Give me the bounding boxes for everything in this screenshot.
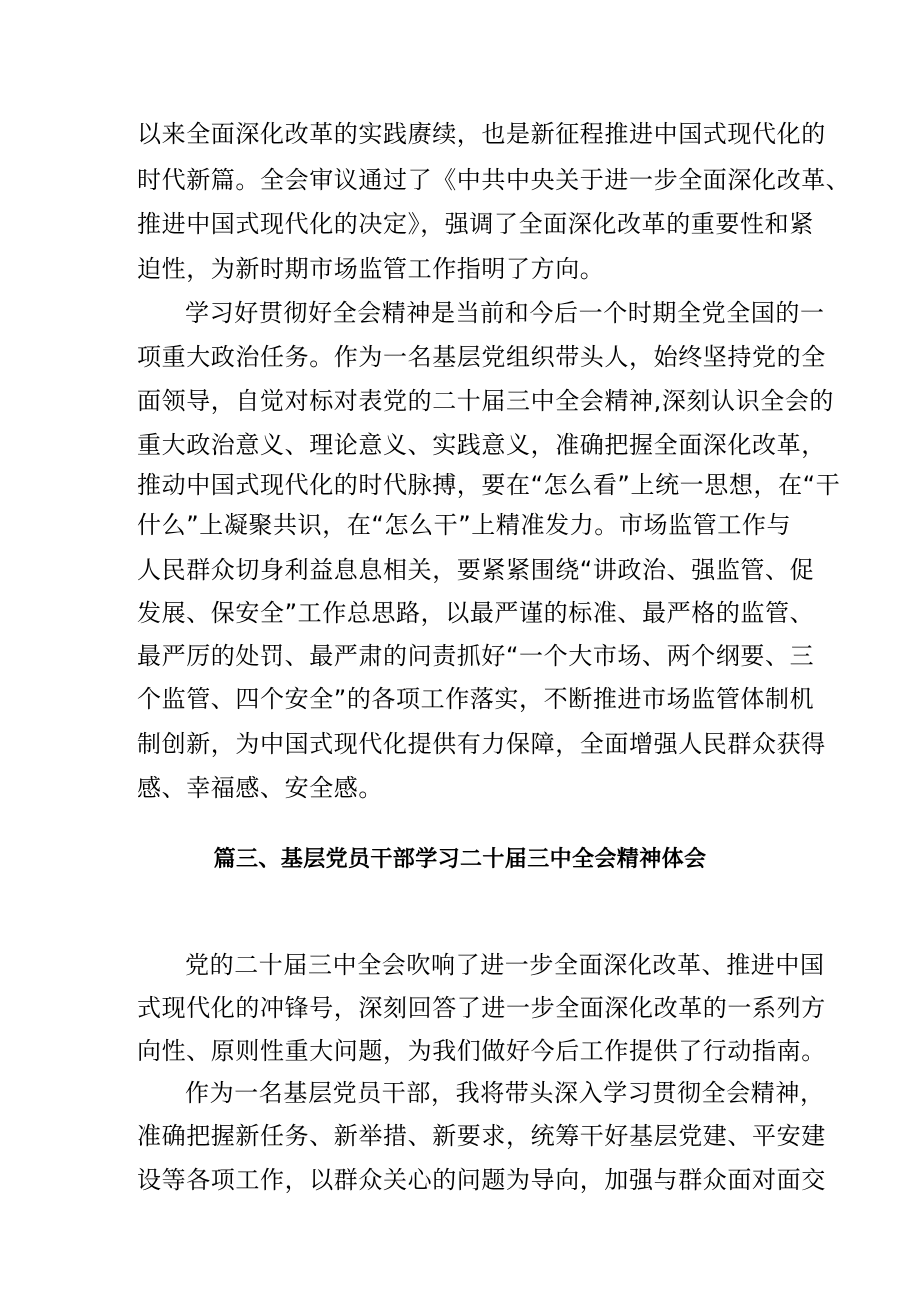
paragraph-line: 时代新篇。全会审议通过了《中共中央关于进一步全面深化改革、 xyxy=(137,166,851,194)
paragraph-line: 迫性，为新时期市场监管工作指明了方向。 xyxy=(137,255,605,283)
paragraph-line: 最严厉的处罚、最严肃的问责抓好“一个大市场、两个纲要、三 xyxy=(137,642,815,670)
paragraph-line: 设等各项工作，以群众关心的问题为导向，加强与群众面对面交 xyxy=(137,1166,826,1194)
paragraph-line: 推进中国式现代化的决定》，强调了全面深化改革的重要性和紧 xyxy=(137,210,814,238)
paragraph-line: 党的二十届三中全会吹响了进一步全面深化改革、推进中国 xyxy=(185,951,825,979)
paragraph-line: 发展、保安全”工作总思路，以最严谨的标准、最严格的监管、 xyxy=(137,599,815,627)
section-heading: 篇三、基层党员干部学习二十届三中全会精神体会 xyxy=(213,847,707,872)
paragraph-line: 人民群众切身利益息息相关，要紧紧围绕“讲政治、强监管、促 xyxy=(137,556,815,584)
paragraph-line: 制创新，为中国式现代化提供有力保障，全面增强人民群众获得 xyxy=(137,730,826,758)
paragraph-line: 什么”上凝聚共识，在“怎么干”上精准发力。市场监管工作与 xyxy=(137,511,792,539)
paragraph-line: 式现代化的冲锋号，深刻回答了进一步全面深化改革的一系列方 xyxy=(137,994,826,1022)
paragraph-line: 学习好贯彻好全会精神是当前和今后一个时期全党全国的一 xyxy=(185,299,825,327)
paragraph-line: 作为一名基层党员干部，我将带头深入学习贯彻全会精神， xyxy=(185,1079,825,1107)
paragraph-line: 以来全面深化改革的实践赓续，也是新征程推进中国式现代化的 xyxy=(137,120,826,148)
paragraph-line: 个监管、四个安全”的各项工作落实，不断推进市场监管体制机 xyxy=(137,685,815,713)
paragraph-line: 面领导，自觉对标对表党的二十届三中全会精神,深刻认识全会的 xyxy=(137,387,835,415)
paragraph-line: 推动中国式现代化的时代脉搏，要在“怎么看”上统一思想，在“干 xyxy=(137,471,841,499)
paragraph-line: 准确把握新任务、新举措、新要求，统筹干好基层党建、平安建 xyxy=(137,1122,826,1150)
paragraph-line: 重大政治意义、理论意义、实践意义，准确把握全面深化改革， xyxy=(137,431,826,459)
paragraph-line: 向性、原则性重大问题，为我们做好今后工作提供了行动指南。 xyxy=(137,1037,826,1065)
paragraph-line: 项重大政治任务。作为一名基层党组织带头人，始终坚持党的全 xyxy=(137,343,826,371)
paragraph-line: 感、幸福感、安全感。 xyxy=(137,774,383,802)
